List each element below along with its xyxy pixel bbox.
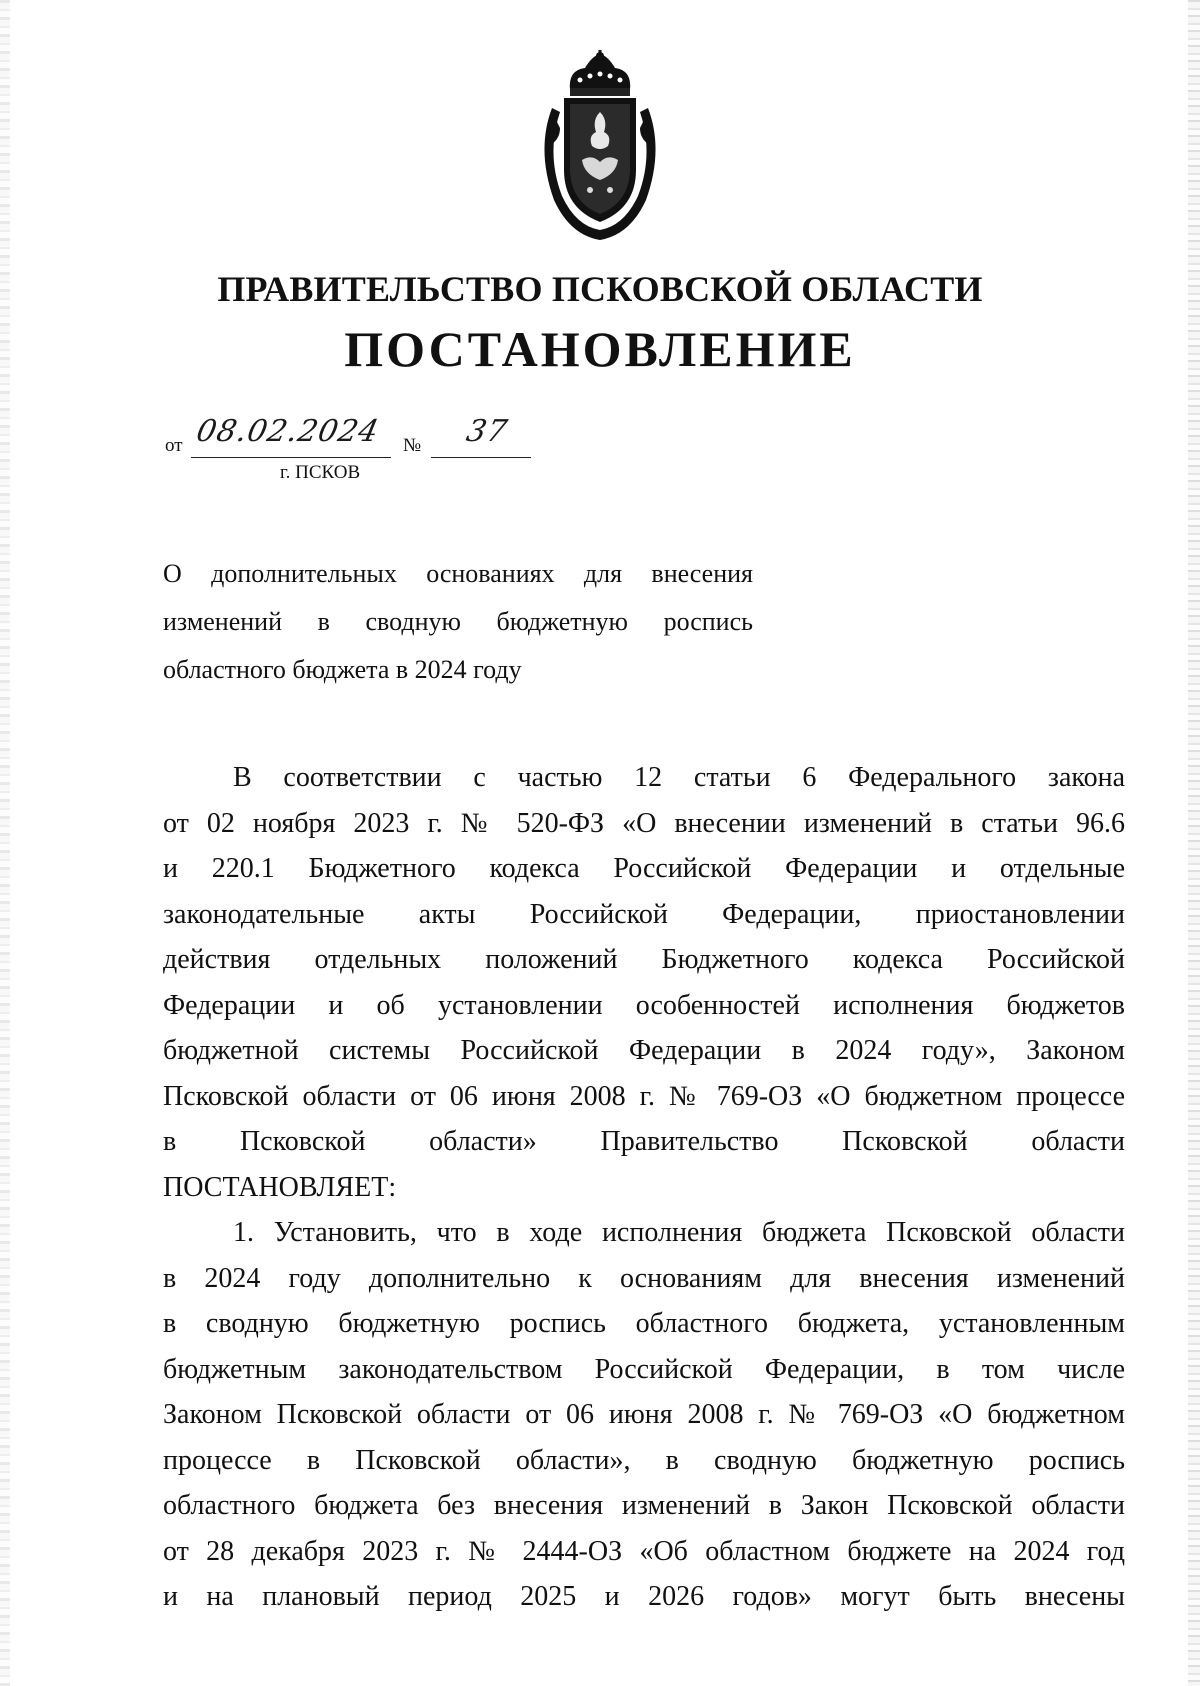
body-line: процессе в Псковской области», в сводную бюджетную роспись — [163, 1444, 1125, 1476]
document-body — [163, 755, 1125, 1620]
scan-edge-right — [1188, 0, 1200, 1686]
date-prefix: от — [165, 435, 183, 456]
number-value: 37 — [463, 414, 511, 449]
subject-line: О дополнительных основаниях для внесения — [163, 559, 753, 588]
body-line: в сводную бюджетную роспись областного бюджета, установленным — [163, 1308, 1125, 1339]
document-type: ПОСТАНОВЛЕНИЕ — [344, 321, 856, 377]
body-line: и на плановый период 2025 и 2026 годов» могут быть внесены — [163, 1581, 1125, 1612]
body-line: бюджетной системы Российской Федерации в 2024 году», Законом — [163, 1035, 1125, 1066]
body-line: Псковской области от 06 июня 2008 г. № 769-ОЗ «О бюджетном процессе — [163, 1080, 1125, 1112]
body-line: законодательные акты Российской Федерации, приостановлении — [163, 898, 1125, 930]
coat-of-arms-icon — [530, 50, 670, 245]
body-line: действия отдельных положений Бюджетного кодекса Российской — [163, 944, 1125, 975]
city: г. ПСКОВ — [280, 462, 361, 483]
document-meta — [165, 414, 665, 464]
number-underline — [431, 457, 531, 458]
subject-line: изменений в сводную бюджетную роспись — [163, 607, 753, 636]
government-title: ПРАВИТЕЛЬСТВО ПСКОВСКОЙ ОБЛАСТИ — [217, 269, 983, 309]
body-line: 1. Установить, что в ходе исполнения бюджета Псковской области — [233, 1217, 1125, 1248]
body-line: от 28 декабря 2023 г. № 2444-ОЗ «Об областном бюджете на 2024 год — [163, 1535, 1125, 1567]
document-subject — [163, 550, 753, 694]
body-line: ПОСТАНОВЛЯЕТ: — [163, 1171, 397, 1203]
body-line: и 220.1 Бюджетного кодекса Российской Федерации и отдельные — [163, 853, 1125, 884]
body-line: Федерации и об установлении особенностей исполнения бюджетов — [163, 989, 1125, 1021]
body-line: от 02 ноября 2023 г. № 520-ФЗ «О внесении изменений в статьи 96.6 — [163, 807, 1125, 839]
body-line: в 2024 году дополнительно к основаниям для внесения изменений — [163, 1262, 1125, 1294]
date-value: 08.02.2024 — [193, 414, 383, 449]
body-line: В соответствии с частью 12 статьи 6 Федерального закона — [233, 762, 1125, 793]
number-prefix: № — [403, 435, 422, 456]
scan-edge-left — [0, 0, 10, 1686]
body-line: в Псковской области» Правительство Псковской области — [163, 1126, 1125, 1157]
body-line: областного бюджета без внесения изменений в Закон Псковской области — [163, 1490, 1125, 1521]
body-line: бюджетным законодательством Российской Федерации, в том числе — [163, 1353, 1125, 1385]
date-underline — [191, 457, 391, 458]
subject-line: областного бюджета в 2024 году — [163, 655, 522, 684]
body-line: Законом Псковской области от 06 июня 2008 г. № 769-ОЗ «О бюджетном — [163, 1399, 1125, 1430]
